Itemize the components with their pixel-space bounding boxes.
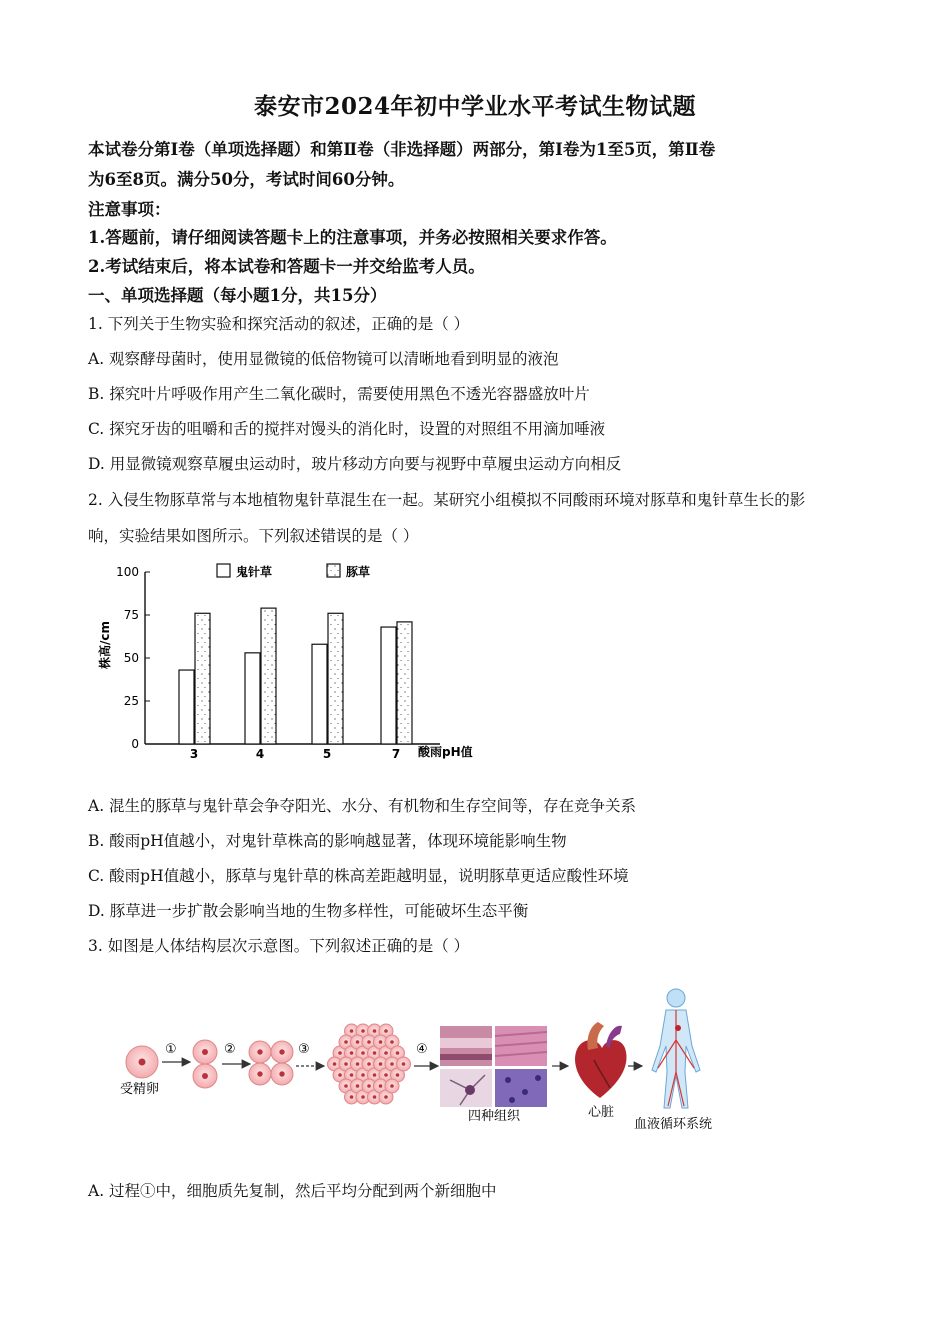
question-2-option-a: A. 混生的豚草与鬼针草会争夺阳光、水分、有机物和生存空间等，存在竞争关系 (88, 797, 637, 815)
notice-heading: 注意事项： (88, 200, 171, 219)
question-1-option-d: D. 用显微镜观察草履虫运动时，玻片移动方向要与视野中草履虫运动方向相反 (88, 455, 622, 473)
cluster-cell-nucleus (402, 1062, 406, 1066)
question-1-option-c: C. 探究牙齿的咀嚼和舌的搅拌对馒头的消化时，设置的对照组不用滴加唾液 (88, 420, 606, 438)
cluster-cell-nucleus (333, 1062, 337, 1066)
bar-tuncao-ph-5 (328, 613, 343, 744)
cluster-cell-nucleus (390, 1040, 394, 1044)
circulatory-system-label: 血液循环系统 (634, 1117, 713, 1132)
cluster-cell-nucleus (338, 1073, 342, 1077)
y-tick-label: 25 (123, 694, 139, 708)
cluster-cell-nucleus (350, 1029, 354, 1033)
question-1-option-a: A. 观察酵母菌时，使用显微镜的低倍物镜可以清晰地看到明显的液泡 (88, 350, 559, 368)
question-1-stem: 1. 下列关于生物实验和探究活动的叙述，正确的是（ ） (88, 315, 470, 333)
question-2-option-b: B. 酸雨pH值越小，对鬼针草株高的影响越显著，体现环境能影响生物 (88, 832, 567, 850)
cell-cluster (328, 1024, 411, 1104)
question-3-option-a: A. 过程①中，细胞质先复制，然后平均分配到两个新细胞中 (88, 1182, 497, 1200)
x-tick-label: 3 (189, 747, 199, 761)
cluster-cell-nucleus (350, 1095, 354, 1099)
zygote-label: 受精卵 (120, 1082, 160, 1097)
x-tick-label: 5 (322, 747, 332, 761)
legend-label: 鬼针草 (236, 565, 273, 579)
cluster-cell-nucleus (356, 1084, 360, 1088)
cluster-cell-nucleus (338, 1051, 342, 1055)
cluster-cell-nucleus (379, 1084, 383, 1088)
cluster-cell-nucleus (361, 1095, 365, 1099)
question-2-option-c: C. 酸雨pH值越小，豚草与鬼针草的株高差距越明显，说明豚草更适应酸性环境 (88, 867, 629, 885)
four-tissues-images (440, 1026, 547, 1107)
y-tick-label: 0 (131, 737, 139, 751)
bar-tuncao-ph-7 (397, 622, 412, 744)
y-tick-label: 100 (116, 565, 139, 579)
x-tick-label: 7 (391, 747, 401, 761)
cluster-cell-nucleus (379, 1040, 383, 1044)
two-cell-stage (193, 1040, 217, 1088)
cluster-cell-nucleus (356, 1040, 360, 1044)
intro-line-2: 为6至8页。满分50分，考试时间60分钟。 (88, 170, 405, 189)
cluster-cell-nucleus (390, 1062, 394, 1066)
bar-guizhencao-ph-7 (381, 627, 396, 744)
cluster-cell-nucleus (356, 1062, 360, 1066)
four-cell-stage (249, 1041, 293, 1085)
cluster-cell-nucleus (373, 1095, 377, 1099)
cluster-cell-nucleus (373, 1029, 377, 1033)
cluster-cell-nucleus (361, 1029, 365, 1033)
legend-label: 豚草 (346, 565, 371, 579)
cluster-cell-nucleus (384, 1095, 388, 1099)
question-2-stem-line-1: 2. 入侵生物豚草常与本地植物鬼针草混生在一起。某研究小组模拟不同酸雨环境对豚草和鬼针草生长的影 (88, 491, 806, 509)
step-3-label: ③ (298, 1042, 310, 1057)
question-3-stem: 3. 如图是人体结构层次示意图。下列叙述正确的是（ ） (88, 937, 470, 955)
cluster-cell-nucleus (344, 1062, 348, 1066)
cluster-cell-nucleus (367, 1062, 371, 1066)
cluster-cell-nucleus (379, 1062, 383, 1066)
cluster-cell-nucleus (361, 1051, 365, 1055)
section-heading: 一、单项选择题（每小题1分，共15分） (88, 286, 387, 305)
cluster-cell-nucleus (344, 1040, 348, 1044)
circulatory-system-figure (652, 989, 700, 1108)
cluster-cell-nucleus (344, 1084, 348, 1088)
step-1-label: ① (165, 1042, 177, 1057)
cluster-cell-nucleus (384, 1073, 388, 1077)
bar-guizhencao-ph-5 (312, 644, 327, 744)
y-tick-label: 50 (123, 651, 139, 665)
bar-tuncao-ph-4 (261, 608, 276, 744)
heart-image (575, 1022, 626, 1098)
legend-swatch (217, 564, 230, 577)
cluster-cell-nucleus (384, 1029, 388, 1033)
cluster-cell-nucleus (361, 1073, 365, 1077)
y-tick-label: 75 (123, 608, 139, 622)
notice-item-2: 2.考试结束后，将本试卷和答题卡一并交给监考人员。 (88, 257, 485, 276)
cluster-cell-nucleus (384, 1051, 388, 1055)
heart-label: 心脏 (588, 1105, 615, 1120)
bar-tuncao-ph-3 (195, 613, 210, 744)
cluster-cell-nucleus (396, 1073, 400, 1077)
cluster-cell-nucleus (373, 1073, 377, 1077)
bar-guizhencao-ph-4 (245, 653, 260, 744)
cluster-cell-nucleus (367, 1084, 371, 1088)
cluster-cell-nucleus (350, 1073, 354, 1077)
x-tick-label: 4 (255, 747, 265, 761)
question-2-option-d: D. 豚草进一步扩散会影响当地的生物多样性，可能破坏生态平衡 (88, 902, 529, 920)
bar-guizhencao-ph-3 (179, 670, 194, 744)
notice-item-1: 1.答题前，请仔细阅读答题卡上的注意事项，并务必按照相关要求作答。 (88, 228, 617, 247)
tissues-label: 四种组织 (468, 1109, 521, 1124)
chart-xlabel: 酸雨pH值 (418, 745, 473, 759)
cluster-cell-nucleus (373, 1051, 377, 1055)
cluster-cell-nucleus (350, 1051, 354, 1055)
step-2-label: ② (224, 1042, 236, 1057)
legend-swatch (327, 564, 340, 577)
bar-chart (95, 555, 495, 770)
body-structure-diagram (110, 980, 730, 1140)
question-1-option-b: B. 探究叶片呼吸作用产生二氧化碳时，需要使用黑色不透光容器盛放叶片 (88, 385, 590, 403)
chart-ylabel: 株高/cm (98, 620, 112, 670)
cluster-cell-nucleus (367, 1040, 371, 1044)
zygote-cell (126, 1046, 158, 1078)
cluster-cell-nucleus (390, 1084, 394, 1088)
step-4-label: ④ (416, 1042, 428, 1057)
cluster-cell-nucleus (396, 1051, 400, 1055)
question-2-stem-line-2: 响，实验结果如图所示。下列叙述错误的是（ ） (88, 527, 419, 545)
page-title: 泰安市2024年初中学业水平考试生物试题 (253, 93, 696, 120)
intro-line-1: 本试卷分第Ⅰ卷（单项选择题）和第Ⅱ卷（非选择题）两部分，第Ⅰ卷为1至5页，第Ⅱ卷 (88, 140, 716, 159)
